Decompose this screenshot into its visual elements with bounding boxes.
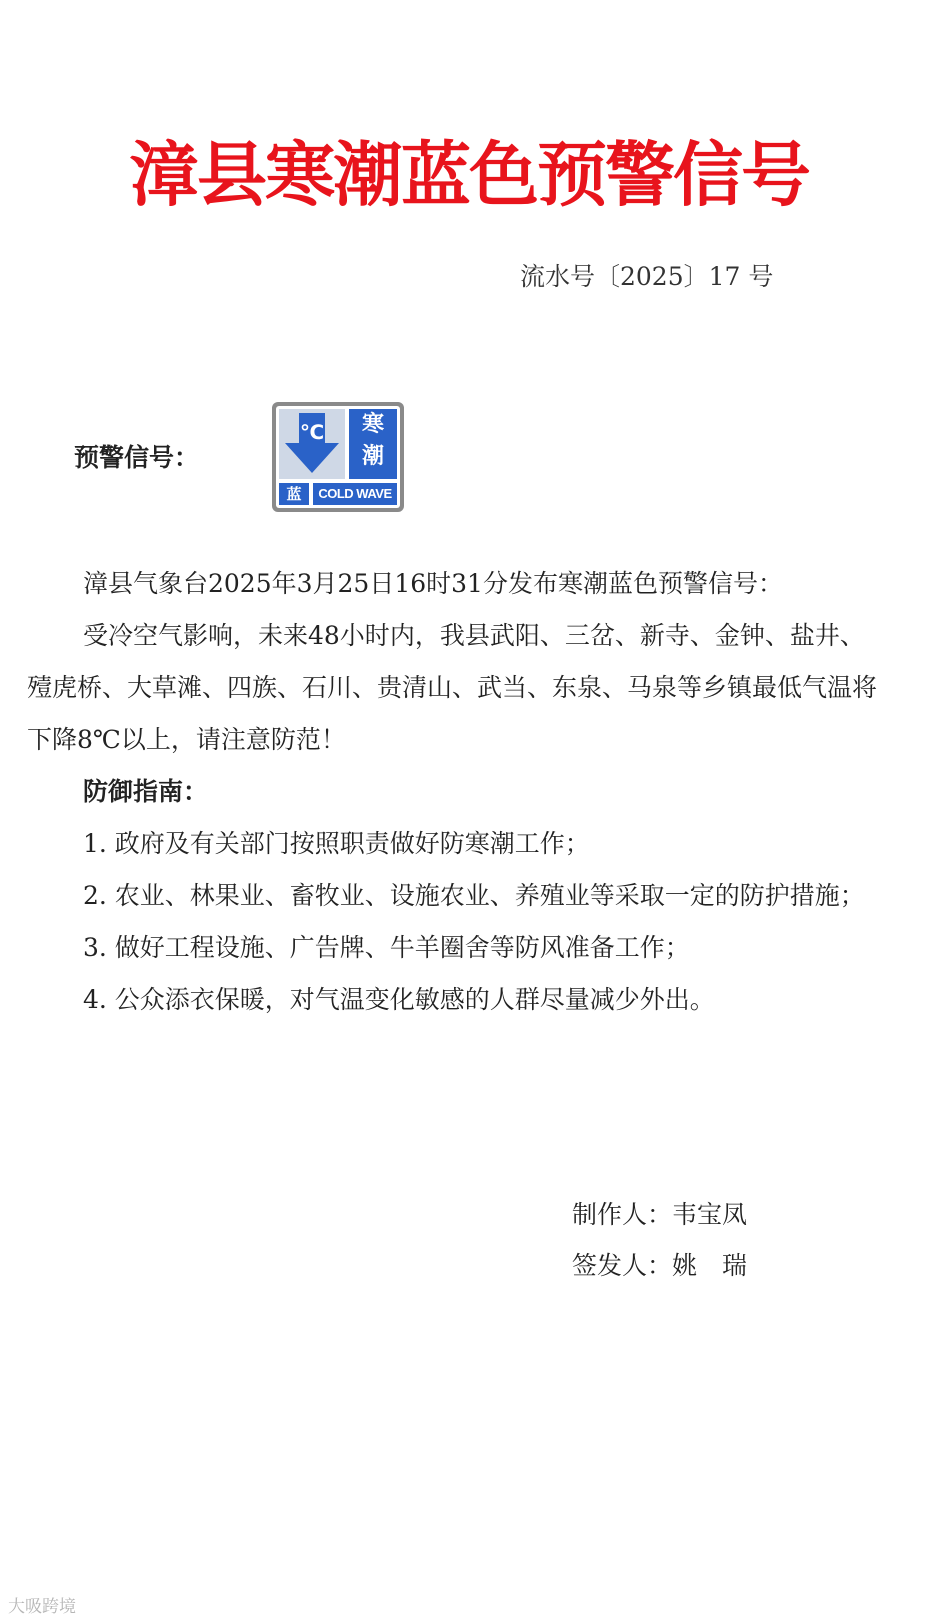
icon-english-label: COLD WAVE xyxy=(313,483,397,505)
guideline-item: 4. 公众添衣保暖，对气温变化敏感的人群尽量减少外出。 xyxy=(83,985,715,1014)
defense-guide-title: 防御指南： xyxy=(83,777,209,806)
maker-signature: 制作人：韦宝凤 xyxy=(572,1200,748,1229)
impact-paragraph: 受冷空气影响，未来48小时内，我县武阳、三岔、新寺、金钟、盐井、殪虎桥、大草滩、四族、石川、贵清山、武当、东泉、马泉等乡镇最低气温将下降8℃以上，请注意防范！ xyxy=(27,621,878,754)
serial-number: 流水号〔2025〕17 号 xyxy=(520,262,774,291)
document-title: 漳县寒潮蓝色预警信号 xyxy=(129,134,809,216)
signal-label: 预警信号： xyxy=(74,443,200,472)
icon-char-cold: 寒 xyxy=(361,412,384,437)
release-paragraph: 漳县气象台2025年3月25日16时31分发布寒潮蓝色预警信号： xyxy=(83,569,783,598)
temperature-drop-icon xyxy=(279,409,345,479)
issuer-signature: 签发人：姚 瑞 xyxy=(572,1251,748,1280)
cold-wave-blue-warning-icon xyxy=(272,402,404,512)
guideline-item: 3. 做好工程设施、广告牌、牛羊圈舍等防风准备工作； xyxy=(83,933,690,962)
document-body xyxy=(27,558,887,1026)
watermark-logo: 大吸跨境 xyxy=(8,1597,76,1617)
icon-char-tide: 潮 xyxy=(361,444,384,469)
guideline-item: 1. 政府及有关部门按照职责做好防寒潮工作； xyxy=(83,829,590,858)
guideline-item: 2. 农业、林果业、畜牧业、设施农业、养殖业等采取一定的防护措施； xyxy=(83,881,865,910)
icon-level-label: 蓝 xyxy=(279,483,309,505)
cold-wave-characters xyxy=(349,409,397,479)
celsius-symbol: ℃ xyxy=(299,420,325,444)
